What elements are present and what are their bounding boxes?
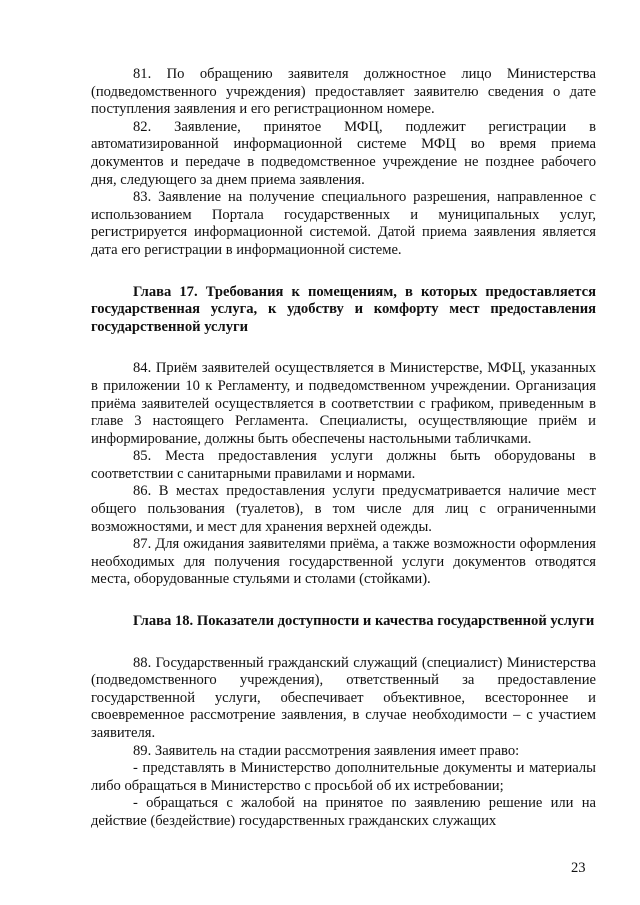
paragraph-84: 84. Приём заявителей осуществляется в Министерстве, МФЦ, указанных в приложении 10 к Регламенту, и подведомственном учреждении. Организация приёма заявителей осуществляется в соответствии с графиком, приведенным в главе 3 настоящего Регламента. Специалисты, осуществляющие приём и информирование, должны быть обеспечены настольными табличками. [91,360,596,447]
spacer [91,260,596,284]
chapter-18-heading: Глава 18. Показатели доступности и качества государственной услуги [133,613,595,630]
chapter-17-heading: Глава 17. Требования к помещениям, в которых предоставляется государственная услуга, к удобству и комфорту мест предоставления государственной услуги [91,283,596,335]
paragraph-81: 81. По обращению заявителя должностное лицо Министерства (подведомственного учреждения) предоставляет заявителю сведения о дате поступления заявления и его регистрационном номере. [91,66,596,118]
list-item-complaint: - обращаться с жалобой на принятое по заявлению решение или на действие (бездействие) государственных гражданских служащих [91,795,596,829]
paragraph-82: 82. Заявление, принятое МФЦ, подлежит регистрации в автоматизированной информационной системе МФЦ во время приема документов и передаче в подведомственное учреждение не позднее рабочего дня, следующего за днем приема заявления. [91,118,596,188]
list-item-documents: - представлять в Министерство дополнительные документы и материалы либо обращаться в Министерство с просьбой об их истребовании; [91,760,596,794]
spacer [91,631,596,655]
spacer [91,336,596,360]
paragraph-89: 89. Заявитель на стадии рассмотрения заявления имеет право: [133,742,520,759]
paragraph-88: 88. Государственный гражданский служащий (специалист) Министерства (подведомственного учреждения), ответственный за предоставление государственной услуги, обеспечивает объективное, всестороннее и своевременное рассмотрение заявления, в случае необходимости – с участием заявителя. [91,654,596,741]
paragraph-83: 83. Заявление на получение специального разрешения, направленное с использованием Портала государственных и муниципальных услуг, регистрируется информационной системой. Датой приема заявления является дата его регистрации в информационной системе. [91,189,596,258]
page-number: 23 [571,860,586,876]
paragraph-86: 86. В местах предоставления услуги предусматривается наличие мест общего пользования (туалетов), в том числе для лиц с ограниченными возможностями, и мест для хранения верхней одежды. [91,483,596,535]
document-page [91,66,596,831]
paragraph-87: 87. Для ожидания заявителями приёма, а также возможности оформления необходимых для получения государственной услуги документов отводятся места, оборудованные стульями и столами (стойками). [91,536,596,588]
paragraph-85: 85. Места предоставления услуги должны быть оборудованы в соответствии с санитарными правилами и нормами. [91,448,596,482]
spacer [91,589,596,613]
